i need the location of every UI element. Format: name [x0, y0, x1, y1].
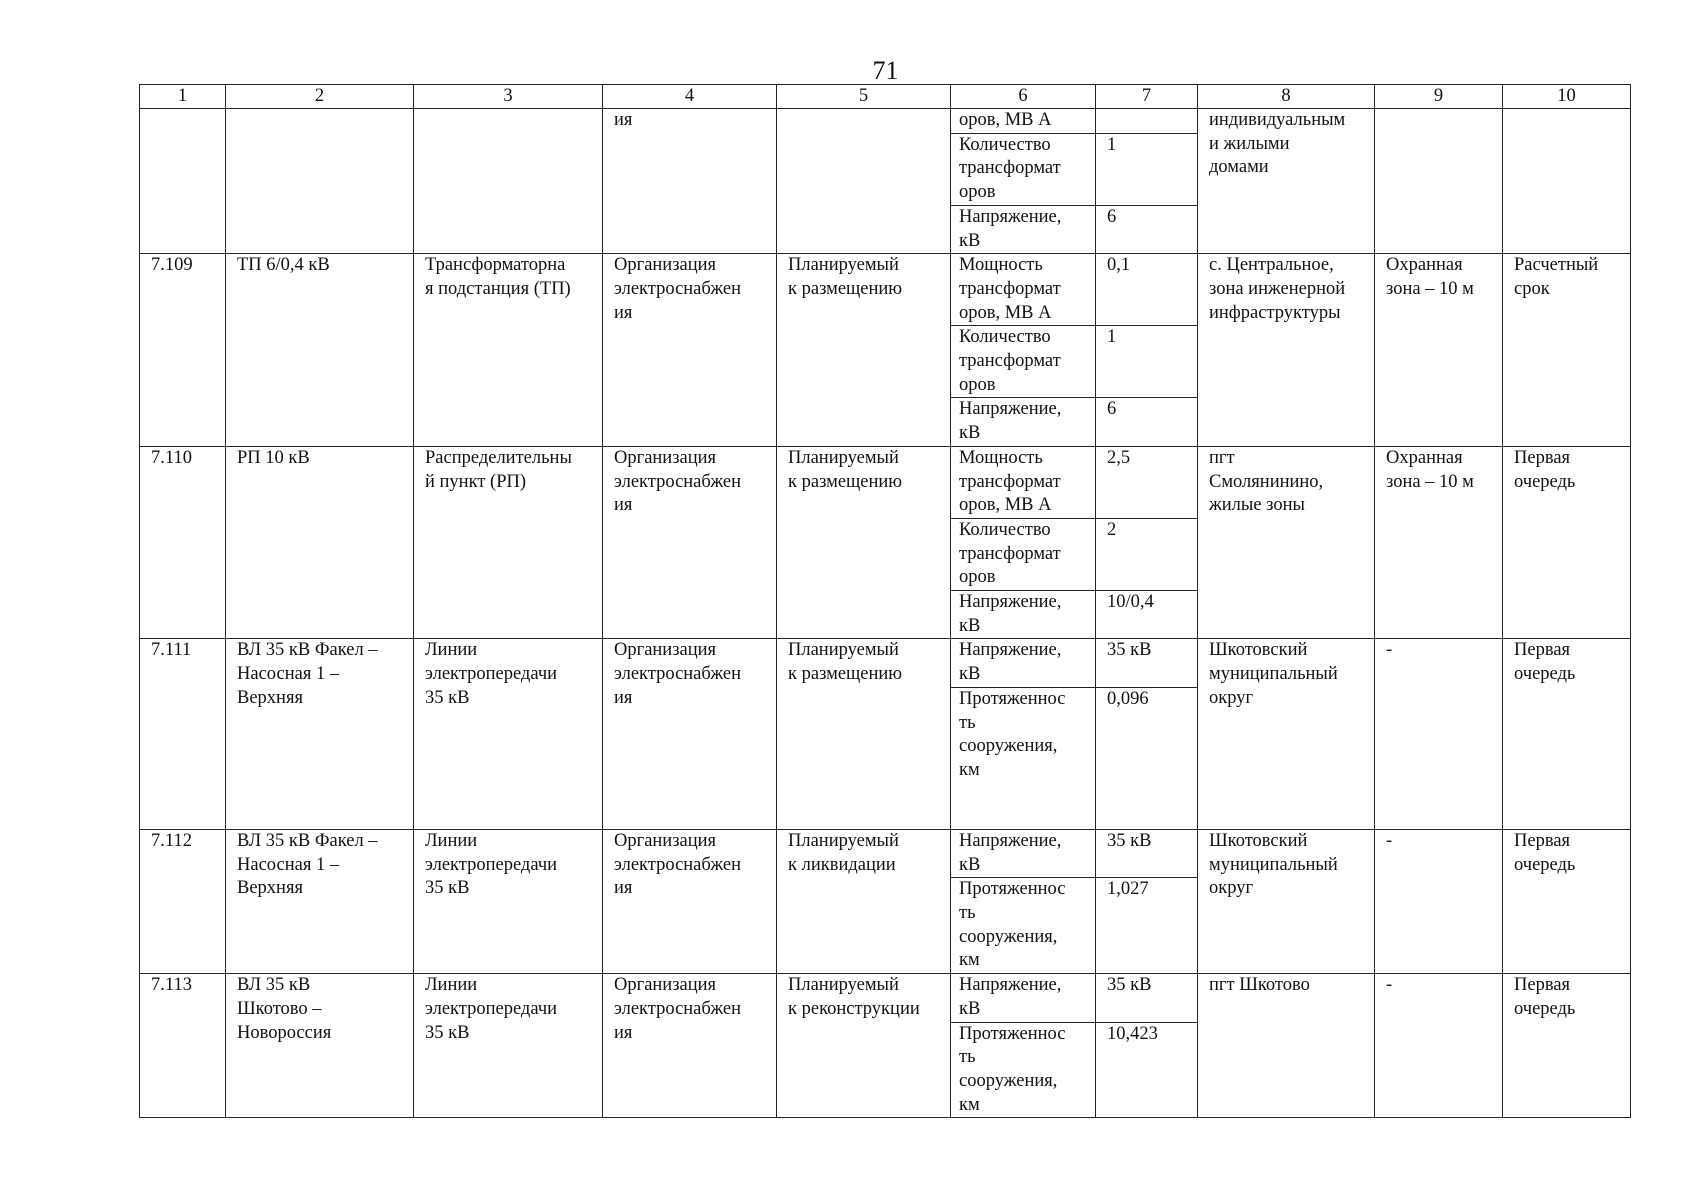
header-cell: 6 — [951, 85, 1096, 109]
cell-term: Расчетный срок — [1503, 254, 1631, 447]
cell-location: с. Центральное, зона инженерной инфраструктуры — [1198, 254, 1375, 447]
cell-status: Планируемый к размещению — [777, 254, 951, 447]
cell-number: 7.113 — [140, 974, 226, 1118]
cell-name: ВЛ 35 кВ Факел – Насосная 1 – Верхняя — [226, 829, 414, 973]
cell-zone: - — [1375, 974, 1503, 1118]
cell-location: Шкотовский муниципальный округ — [1198, 829, 1375, 973]
cell-param-name: Количество трансформат оров — [951, 326, 1096, 398]
header-cell: 7 — [1096, 85, 1198, 109]
header-cell: 8 — [1198, 85, 1375, 109]
cell-param-value: 35 кВ — [1096, 829, 1198, 877]
header-cell: 4 — [603, 85, 777, 109]
cell-name: ТП 6/0,4 кВ — [226, 254, 414, 447]
cell-location: пгт Смолянинино, жилые зоны — [1198, 446, 1375, 639]
cell-param-value: 1 — [1096, 326, 1198, 398]
cell-number — [140, 109, 226, 254]
cell-param-name: Мощность трансформат оров, МВ А — [951, 446, 1096, 518]
cell-param-name: Протяженнос ть сооружения, км — [951, 1022, 1096, 1118]
cell-term: Первая очередь — [1503, 639, 1631, 829]
cell-name: ВЛ 35 кВ Шкотово – Новороссия — [226, 974, 414, 1118]
table-row — [140, 109, 1631, 134]
cell-param-name: Количество трансформат оров — [951, 518, 1096, 590]
cell-param-value: 0,1 — [1096, 254, 1198, 326]
cell-param-value: 6 — [1096, 398, 1198, 446]
cell-name: РП 10 кВ — [226, 446, 414, 639]
cell-number: 7.110 — [140, 446, 226, 639]
cell-param-value: 1 — [1096, 133, 1198, 205]
cell-name — [226, 109, 414, 254]
cell-location: индивидуальным и жилыми домами — [1198, 109, 1375, 254]
cell-term: Первая очередь — [1503, 446, 1631, 639]
cell-term: Первая очередь — [1503, 829, 1631, 973]
cell-purpose: ия — [603, 109, 777, 254]
page-number: 71 — [872, 56, 899, 85]
cell-param-value: 2,5 — [1096, 446, 1198, 518]
cell-param-name: Напряжение, кВ — [951, 639, 1096, 687]
cell-purpose: Организация электроснабжен ия — [603, 974, 777, 1118]
cell-zone: Охранная зона – 10 м — [1375, 446, 1503, 639]
cell-term: Первая очередь — [1503, 974, 1631, 1118]
cell-type: Трансформаторна я подстанция (ТП) — [414, 254, 603, 447]
cell-param-name: Напряжение, кВ — [951, 974, 1096, 1022]
cell-type: Линии электропередачи 35 кВ — [414, 829, 603, 973]
cell-param-value: 1,027 — [1096, 878, 1198, 974]
header-cell: 10 — [1503, 85, 1631, 109]
cell-name: ВЛ 35 кВ Факел – Насосная 1 – Верхняя — [226, 639, 414, 829]
cell-param-value: 6 — [1096, 205, 1198, 253]
header-cell: 1 — [140, 85, 226, 109]
cell-param-name: Напряжение, кВ — [951, 829, 1096, 877]
cell-number: 7.111 — [140, 639, 226, 829]
cell-type — [414, 109, 603, 254]
cell-param-name: Протяженнос ть сооружения, км — [951, 687, 1096, 829]
table-row — [140, 974, 1631, 1022]
cell-zone: - — [1375, 639, 1503, 829]
cell-param-name: оров, МВ А — [951, 109, 1096, 134]
cell-zone: Охранная зона – 10 м — [1375, 254, 1503, 447]
cell-zone — [1375, 109, 1503, 254]
cell-param-value: 0,096 — [1096, 687, 1198, 829]
cell-param-name: Мощность трансформат оров, МВ А — [951, 254, 1096, 326]
cell-param-value: 10/0,4 — [1096, 591, 1198, 639]
cell-purpose: Организация электроснабжен ия — [603, 639, 777, 829]
header-cell: 3 — [414, 85, 603, 109]
header-row — [140, 85, 1631, 109]
cell-param-name: Протяженнос ть сооружения, км — [951, 878, 1096, 974]
cell-location: Шкотовский муниципальный округ — [1198, 639, 1375, 829]
cell-status: Планируемый к размещению — [777, 446, 951, 639]
header-cell: 9 — [1375, 85, 1503, 109]
cell-param-value: 35 кВ — [1096, 974, 1198, 1022]
cell-status: Планируемый к реконструкции — [777, 974, 951, 1118]
cell-param-value: 35 кВ — [1096, 639, 1198, 687]
cell-param-name: Напряжение, кВ — [951, 591, 1096, 639]
cell-type: Линии электропередачи 35 кВ — [414, 974, 603, 1118]
cell-number: 7.112 — [140, 829, 226, 973]
table-row — [140, 254, 1631, 326]
cell-status: Планируемый к размещению — [777, 639, 951, 829]
header-cell: 2 — [226, 85, 414, 109]
header-cell: 5 — [777, 85, 951, 109]
cell-param-name: Количество трансформат оров — [951, 133, 1096, 205]
table-row — [140, 639, 1631, 687]
objects-table — [139, 84, 1631, 1118]
cell-status: Планируемый к ликвидации — [777, 829, 951, 973]
table-row — [140, 829, 1631, 877]
cell-param-value: 2 — [1096, 518, 1198, 590]
cell-zone: - — [1375, 829, 1503, 973]
cell-purpose: Организация электроснабжен ия — [603, 446, 777, 639]
cell-location: пгт Шкотово — [1198, 974, 1375, 1118]
cell-term — [1503, 109, 1631, 254]
cell-number: 7.109 — [140, 254, 226, 447]
cell-type: Линии электропередачи 35 кВ — [414, 639, 603, 829]
cell-status — [777, 109, 951, 254]
cell-purpose: Организация электроснабжен ия — [603, 829, 777, 973]
cell-type: Распределительны й пункт (РП) — [414, 446, 603, 639]
table-row — [140, 446, 1631, 518]
cell-purpose: Организация электроснабжен ия — [603, 254, 777, 447]
cell-param-name: Напряжение, кВ — [951, 205, 1096, 253]
cell-param-name: Напряжение, кВ — [951, 398, 1096, 446]
cell-param-value — [1096, 109, 1198, 134]
cell-param-value: 10,423 — [1096, 1022, 1198, 1118]
